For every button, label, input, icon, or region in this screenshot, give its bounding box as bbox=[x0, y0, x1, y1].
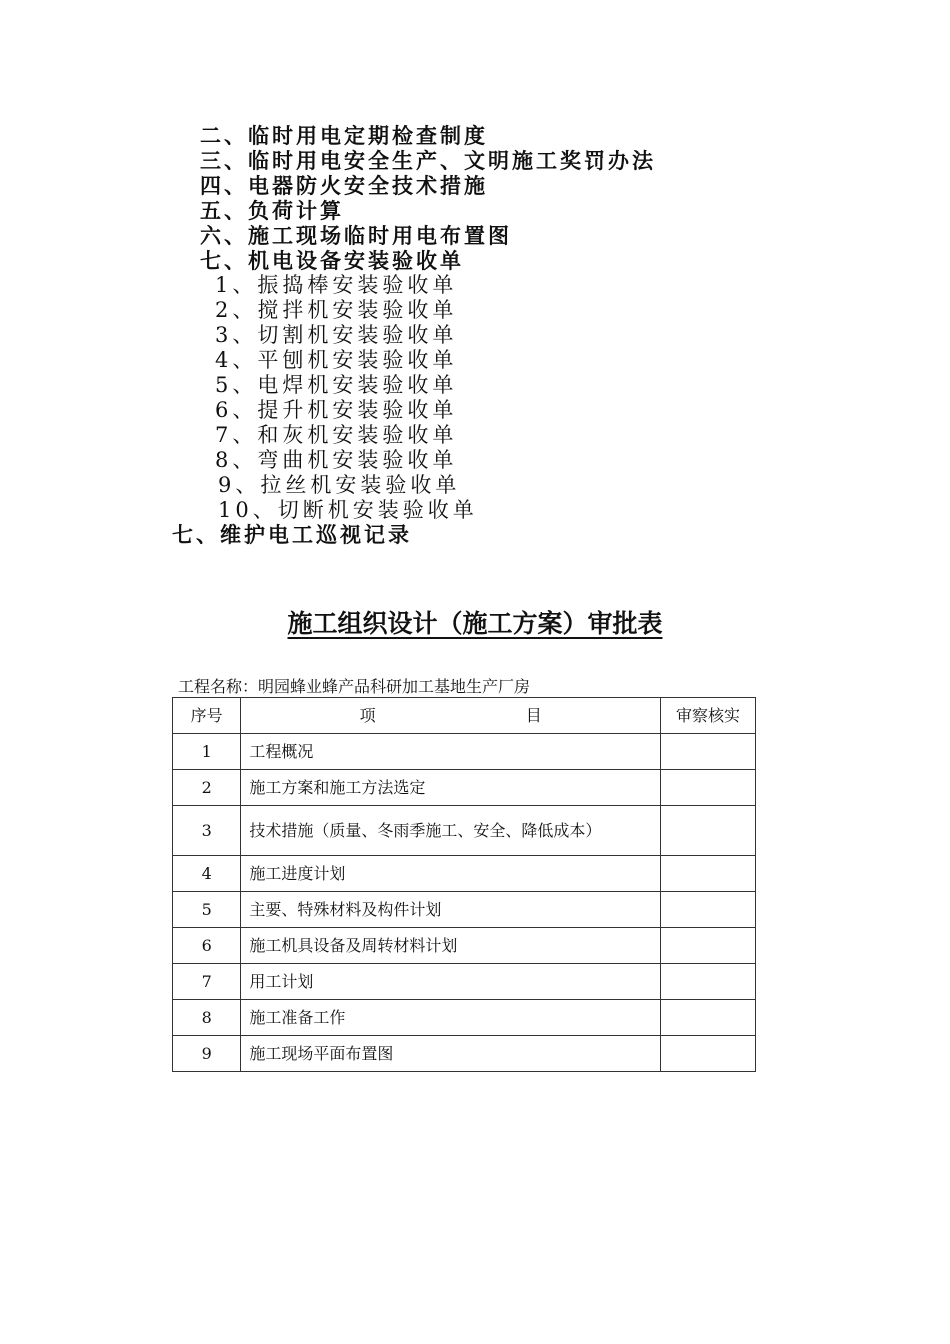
toc-section: 五、负荷计算 bbox=[200, 199, 344, 223]
toc-item: 8、弯曲机安装验收单 bbox=[215, 448, 458, 472]
row-number: 1 bbox=[173, 734, 241, 770]
row-item: 施工进度计划 bbox=[241, 856, 661, 892]
toc-item: 1、振捣棒安装验收单 bbox=[215, 273, 458, 297]
toc-item: 9、拉丝机安装验收单 bbox=[218, 473, 461, 497]
row-check-cell[interactable] bbox=[661, 1036, 756, 1072]
row-check-cell[interactable] bbox=[661, 856, 756, 892]
row-check-cell[interactable] bbox=[661, 892, 756, 928]
row-number: 7 bbox=[173, 964, 241, 1000]
row-item: 施工方案和施工方法选定 bbox=[241, 770, 661, 806]
row-item: 施工现场平面布置图 bbox=[241, 1036, 661, 1072]
row-item: 施工机具设备及周转材料计划 bbox=[241, 928, 661, 964]
row-item: 工程概况 bbox=[241, 734, 661, 770]
table-row bbox=[173, 964, 756, 1000]
toc-section: 三、临时用电安全生产、文明施工奖罚办法 bbox=[200, 149, 656, 173]
toc-item: 5、电焊机安装验收单 bbox=[215, 373, 458, 397]
row-number: 4 bbox=[173, 856, 241, 892]
table-row bbox=[173, 928, 756, 964]
toc-item: 4、平刨机安装验收单 bbox=[215, 348, 458, 372]
table-row bbox=[173, 1000, 756, 1036]
row-check-cell[interactable] bbox=[661, 806, 756, 856]
toc-item: 10、切断机安装验收单 bbox=[218, 498, 478, 522]
row-number: 5 bbox=[173, 892, 241, 928]
toc-item: 3、切割机安装验收单 bbox=[215, 323, 458, 347]
header-check: 审察核实 bbox=[661, 698, 756, 734]
table-row bbox=[173, 856, 756, 892]
table-row bbox=[173, 892, 756, 928]
toc-item: 6、提升机安装验收单 bbox=[215, 398, 458, 422]
row-check-cell[interactable] bbox=[661, 1000, 756, 1036]
approval-table bbox=[172, 697, 756, 1072]
row-item: 主要、特殊材料及构件计划 bbox=[241, 892, 661, 928]
toc-item: 2、搅拌机安装验收单 bbox=[215, 298, 458, 322]
toc-section: 七、维护电工巡视记录 bbox=[172, 523, 412, 547]
table-row bbox=[173, 770, 756, 806]
row-check-cell[interactable] bbox=[661, 734, 756, 770]
form-title: 施工组织设计（施工方案）审批表 bbox=[287, 609, 663, 638]
table-row bbox=[173, 734, 756, 770]
header-item bbox=[241, 698, 661, 734]
row-item: 施工准备工作 bbox=[241, 1000, 661, 1036]
toc-section: 七、机电设备安装验收单 bbox=[200, 249, 464, 273]
toc-item: 7、和灰机安装验收单 bbox=[215, 423, 458, 447]
project-name: 工程名称：明园蜂业蜂产品科研加工基地生产厂房 bbox=[178, 677, 531, 696]
header-number: 序号 bbox=[173, 698, 241, 734]
toc-section: 二、临时用电定期检查制度 bbox=[200, 124, 488, 148]
row-check-cell[interactable] bbox=[661, 964, 756, 1000]
row-number: 3 bbox=[173, 806, 241, 856]
row-number: 9 bbox=[173, 1036, 241, 1072]
toc-section: 六、施工现场临时用电布置图 bbox=[200, 224, 512, 248]
toc-section: 四、电器防火安全技术措施 bbox=[200, 174, 488, 198]
row-check-cell[interactable] bbox=[661, 770, 756, 806]
header-item-left: 项 bbox=[359, 706, 376, 725]
header-item-right: 目 bbox=[525, 706, 542, 725]
row-number: 6 bbox=[173, 928, 241, 964]
table-row bbox=[173, 1036, 756, 1072]
row-number: 8 bbox=[173, 1000, 241, 1036]
row-number: 2 bbox=[173, 770, 241, 806]
table-header-row bbox=[173, 698, 756, 734]
row-item: 技术措施（质量、冬雨季施工、安全、降低成本） bbox=[241, 806, 661, 856]
row-item: 用工计划 bbox=[241, 964, 661, 1000]
row-check-cell[interactable] bbox=[661, 928, 756, 964]
table-row bbox=[173, 806, 756, 856]
